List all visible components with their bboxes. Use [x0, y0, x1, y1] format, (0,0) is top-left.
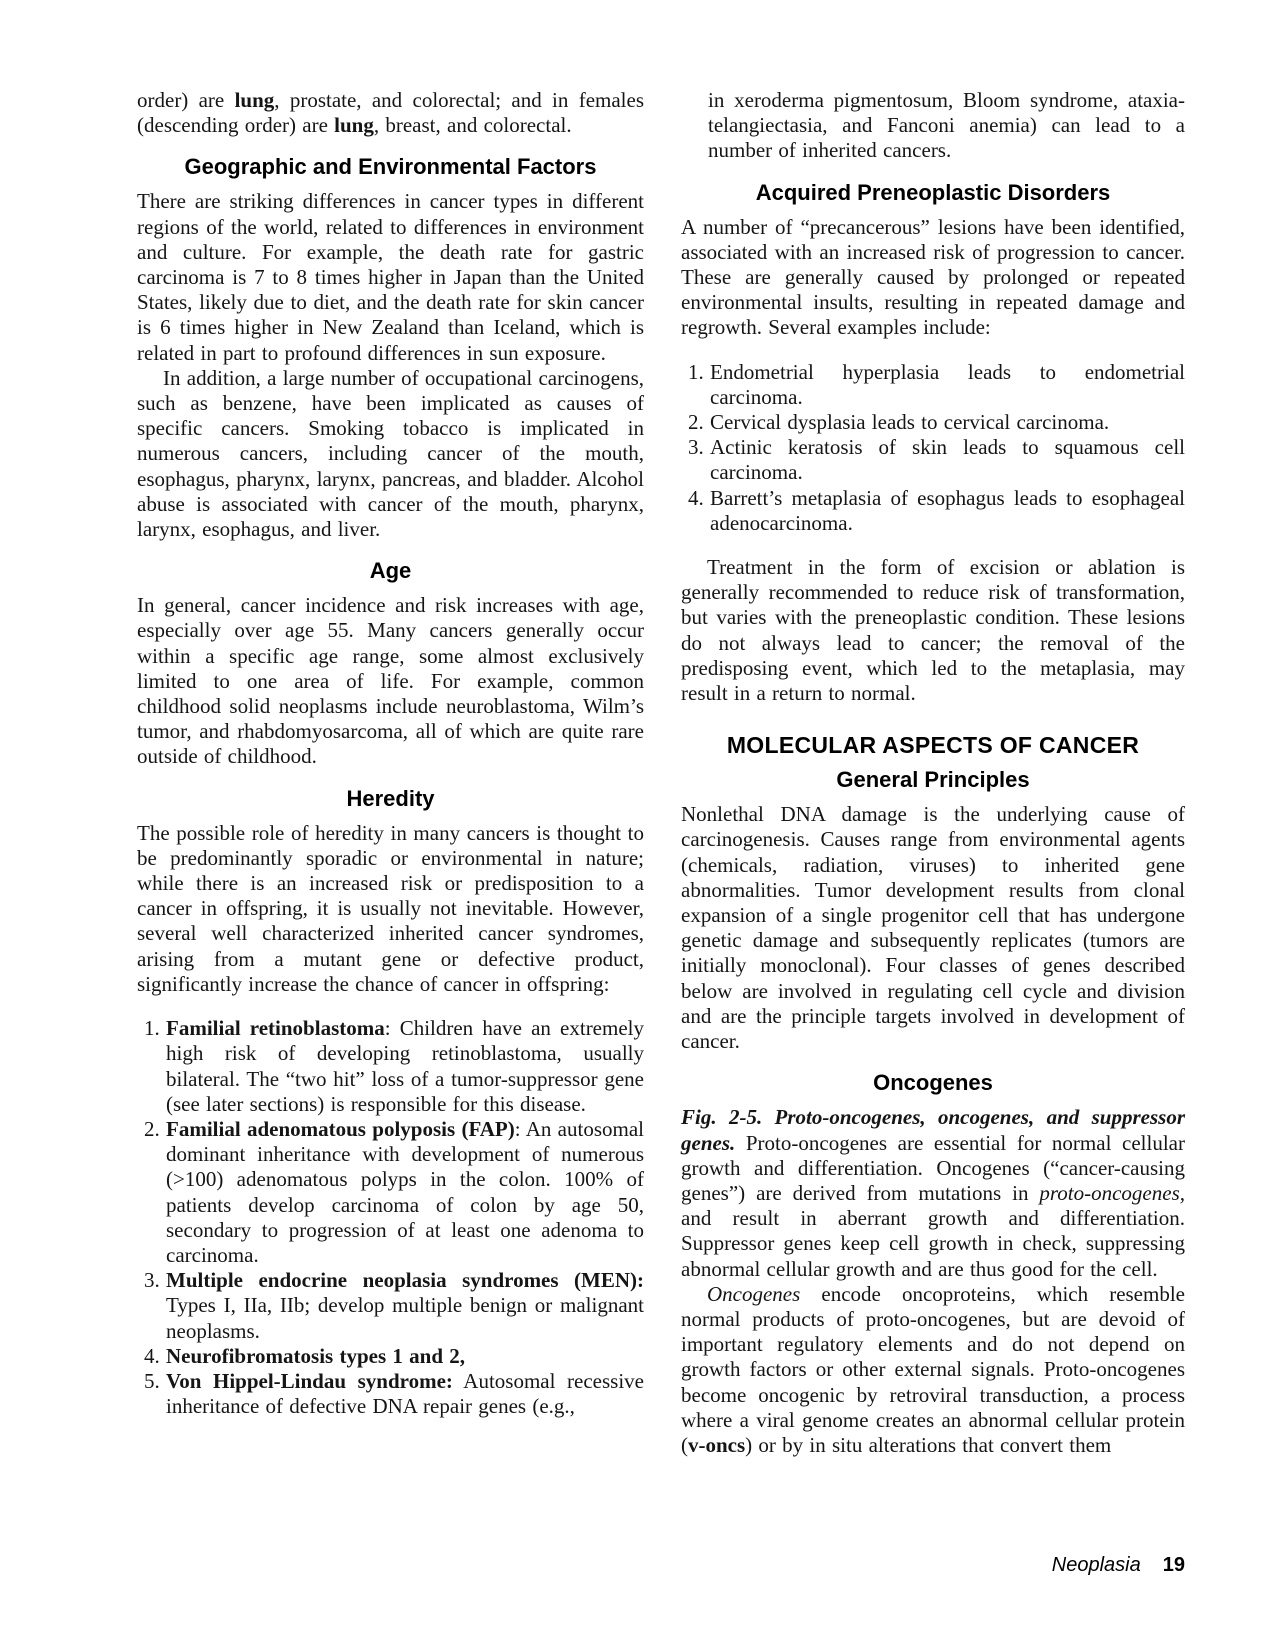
section-heading-heredity: Heredity [346, 785, 435, 811]
paragraph [681, 802, 1185, 1054]
section-heading-molecular-aspects-of-cancer: MOLECULAR ASPECTS OF CANCER [726, 732, 1140, 759]
text-segment: In addition, a large number of occupational carcinogens, such as benzene, have been implicated as causes of specific cancers. Smoking tobacco is implicated in numerous cancers, including cancer of the mouth, esophagus, pharynx, larynx, pancreas, and bladder. Alcohol abuse is associated with cancer of the mouth, pharynx, larynx, esophagus, and liver. [137, 365, 644, 542]
text-segment: Proto-oncogenes are essential for normal cellular growth and differentiation. Oncogenes (“cancer-causing genes”) are derived from mutations in [681, 1130, 1185, 1205]
list-item [710, 486, 1185, 536]
list-item [710, 360, 1185, 410]
list-item [710, 435, 1185, 485]
text-segment: in xeroderma pigmentosum, Bloom syndrome, ataxia-telangiectasia, and Fanconi anemia) can lead to a number of inherited cancers. [708, 88, 1185, 163]
text-segment: Treatment in the form of excision or ablation is generally recommended to reduce risk of transformation, but varies with the preneoplastic condition. These lesions do not always lead to cancer; the removal of the predisposing event, which led to the metaplasia, may result in a return to normal. [681, 555, 1185, 706]
right-column [681, 88, 1185, 1458]
paragraph [137, 366, 644, 542]
page-number: 19 [1162, 1554, 1185, 1576]
paragraph [681, 215, 1185, 341]
section-heading-oncogenes: Oncogenes [873, 1070, 993, 1096]
text-segment: Types I, IIa, IIb; develop multiple benign or malignant neoplasms. [166, 1293, 644, 1343]
list-item [166, 1344, 644, 1369]
section-heading-geographic-and-environmental-factors: Geographic and Environmental Factors [184, 154, 597, 180]
text-segment: Cervical dysplasia leads to cervical carcinoma. [710, 410, 1110, 435]
list-item [166, 1016, 644, 1117]
section-heading-acquired-preneoplastic-disorders: Acquired Preneoplastic Disorders [755, 179, 1111, 205]
numbered-list [137, 1016, 644, 1419]
paragraph [708, 88, 1185, 164]
emphasized-text: proto-oncogenes, [1039, 1180, 1185, 1205]
paragraph [681, 1282, 1185, 1458]
paragraph [681, 1105, 1185, 1281]
text-segment: : An autosomal dominant inheritance with development of numerous (>100) adenomatous polyps in the colon. 100% of patients develop carcinoma of colon by age 50, secondary to progression of at least one adenoma to carcinoma. [166, 1116, 644, 1267]
emphasized-text: Oncogenes [707, 1281, 801, 1306]
paragraph [137, 821, 644, 997]
text-segment: Endometrial hyperplasia leads to endometrial carcinoma. [710, 359, 1185, 409]
paragraph [137, 593, 644, 769]
page-footer [1052, 1553, 1185, 1577]
section-heading-age: Age [369, 558, 412, 584]
list-item [166, 1369, 644, 1419]
text-segment: Actinic keratosis of skin leads to squamous cell carcinoma. [710, 435, 1185, 485]
paragraph [137, 189, 644, 365]
section-heading-general-principles: General Principles [836, 767, 1030, 793]
text-segment: In general, cancer incidence and risk increases with age, especially over age 55. Many cancers generally occur within a specific age range, some almost exclusively limited to one area of life. For example, common childhood solid neoplasms include neuroblastoma, Wilm’s tumor, and rhabdomyosarcoma, all of which are quite rare outside of childhood. [137, 593, 644, 769]
text-segment: encode oncoproteins, which resemble normal products of proto-oncogenes, but are devoid of important regulatory elements and do not depend on growth factors or other external signals. Proto-oncogenes become oncogenic by retroviral transduction, a process where a viral genome creates an abnormal cellular protein ( [681, 1281, 1185, 1457]
numbered-list [681, 360, 1185, 536]
emphasized-text: Multiple endocrine neoplasia syndromes (MEN): [166, 1268, 644, 1293]
text-segment: The possible role of heredity in many cancers is thought to be predominantly sporadic or environmental in nature; while there is an increased risk or predisposition to a cancer in offspring, it is usually not inevitable. However, several well characterized inherited cancer syndromes, arising from a mutant gene or defective product, significantly increase the chance of cancer in offspring: [137, 820, 644, 996]
text-segment: ) or by in situ alterations that convert them [745, 1432, 1112, 1457]
emphasized-text: Familial retinoblastoma [166, 1016, 385, 1041]
emphasized-text: Von Hippel-Lindau syndrome: [166, 1368, 453, 1393]
emphasized-text: Familial adenomatous polyposis (FAP) [166, 1116, 515, 1141]
text-segment: There are striking differences in cancer types in different regions of the world, related to differences in environment and culture. For example, the death rate for gastric carcinoma is 7 to 8 times higher in Japan than the United States, likely due to diet, and the death rate for skin cancer is 6 times higher in New Zealand than Iceland, which is related in part to profound differences in sun exposure. [137, 189, 644, 365]
emphasized-text: lung [334, 113, 374, 138]
paragraph [681, 555, 1185, 706]
emphasized-text: Fig. 2-5. Proto-oncogenes, oncogenes, and suppressor genes. [681, 1105, 1185, 1155]
text-segment: A number of “precancerous” lesions have been identified, associated with an increased risk of progression to cancer. These are generally caused by prolonged or repeated environmental insults, resulting in repeated damage and regrowth. Several examples include: [681, 214, 1185, 340]
text-segment: , breast, and colorectal. [373, 113, 572, 138]
text-segment: , prostate, and colorectal; and in females (descending order) are [137, 88, 644, 138]
text-segment: Nonlethal DNA damage is the underlying cause of carcinogenesis. Causes range from environmental agents (chemicals, radiation, viruses) to inherited gene abnormalities. Tumor development results from clonal expansion of a single progenitor cell that has undergone genetic damage and subsequently replicates (tumors are initially monoclonal). Four classes of genes described below are involved in regulating cell cycle and division and are the principle targets involved in development of cancer. [681, 802, 1185, 1054]
text-segment: and result in aberrant growth and differentiation. Suppressor genes keep cell growth in check, suppressing abnormal cellular growth and are thus good for the cell. [681, 1206, 1185, 1281]
text-segment: order) are [137, 88, 235, 112]
text-segment: : Children have an extremely high risk of developing retinoblastoma, usually bilateral. The “two hit” loss of a tumor-suppressor gene (see later sections) is responsible for this disease. [166, 1016, 644, 1116]
running-title: Neoplasia [1051, 1554, 1141, 1576]
text-segment: Barrett’s metaplasia of esophagus leads to esophageal adenocarcinoma. [710, 485, 1185, 535]
left-column [137, 88, 644, 1438]
list-item [166, 1268, 644, 1344]
text-segment: Autosomal recessive inheritance of defective DNA repair genes (e.g., [166, 1368, 644, 1419]
emphasized-text: Neurofibromatosis types 1 and 2, [166, 1343, 465, 1368]
paragraph [137, 88, 644, 138]
emphasized-text: lung [234, 88, 275, 112]
list-item [166, 1117, 644, 1268]
list-item [710, 410, 1185, 435]
emphasized-text: v-oncs [688, 1432, 746, 1457]
